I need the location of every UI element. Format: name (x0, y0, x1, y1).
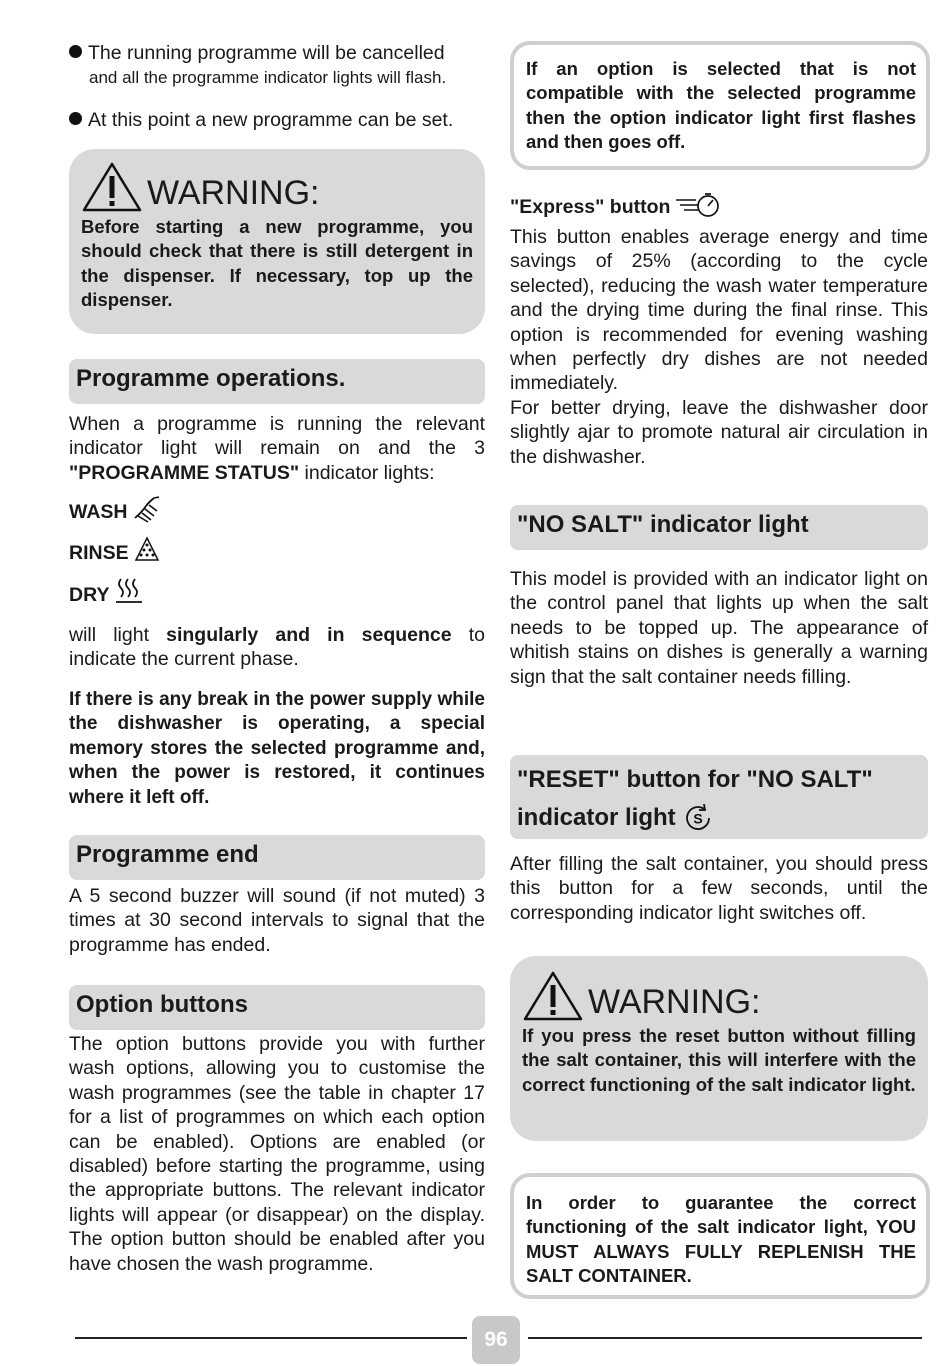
bullet-dot (69, 112, 82, 125)
section-heading-option-buttons: Option buttons (69, 985, 485, 1030)
warning-triangle-icon (81, 161, 143, 213)
power-memory-text: If there is any break in the power supply while the dishwasher is operating, a special memory stores the selected programme and, when the power is restored, it continues where it left off. (69, 689, 485, 808)
warning-body: If you press the reset button without filling the salt container, this will interfere with the correct functioning of the salt indicator light. (522, 1025, 916, 1095)
option-buttons-text: The option buttons provide you with further wash options, allowing you to customise the wash programmes (see the table in chapter 17 for a list of programmes on which each option can be enabled). Options are enabled (or disabled) before starting the programme, using the appropriate buttons. The relevant indicator lights will appear (or disappear) on the display. The option button should be enabled after you have chosen the wash programme. (69, 1033, 485, 1275)
reset-salt-icon (682, 802, 714, 834)
express-button-label: "Express" button (510, 191, 722, 219)
programme-operations-intro: When a programme is running the relevant indicator light will remain on and the 3 "PROGRAMME STATUS" indicator lights: (69, 413, 485, 484)
warning-body: Before starting a new programme, you should check that there is still detergent in the dispenser. If necessary, top up the dispenser. (81, 216, 473, 311)
status-dry: DRY (69, 575, 145, 607)
footer-line-left (75, 1337, 467, 1339)
reset-text: After filling the salt container, you should press this button for a few seconds, until the corresponding indicator light switches off. (510, 853, 928, 924)
section-heading-no-salt: "NO SALT" indicator light (510, 505, 928, 550)
warning-title: WARNING: (522, 970, 916, 1022)
bullet-new-programme: At this point a new programme can be set. (69, 108, 489, 132)
programme-end-text: A 5 second buzzer will sound (if not muted) 3 times at 30 second intervals to signal that the programme has ended. (69, 885, 485, 956)
bullet-programme-cancelled: The running programme will be cancelled and all the programme indicator lights will flash. (69, 41, 489, 90)
note-salt-replenish: In order to guarantee the correct functioning of the salt indicator light, YOU MUST ALWAYS FULLY REPLENISH THE SALT CONTAINER. (510, 1173, 930, 1299)
rinse-icon (133, 535, 161, 565)
bullet-dot (69, 45, 82, 58)
express-icon (674, 191, 722, 219)
status-wash: WASH (69, 494, 162, 524)
warning-box-reset (510, 956, 928, 1141)
express-description: This button enables average energy and time savings of 25% (according to the cycle selected), reducing the wash water temperature and the drying time during the final rinse. This option is recommended for evening washing when perfectly dry dishes are not needed immediately. For better drying, leave the dishwasher door slightly ajar to promote natural air circulation in the dishwasher. (510, 226, 928, 468)
section-heading-programme-operations: Programme operations. (69, 359, 485, 404)
warning-title: WARNING: (81, 161, 473, 213)
no-salt-text: This model is provided with an indicator light on the control panel that lights up when the salt needs to be topped up. The appearance of whitish stains on dishes is generally a warning sign that the salt container needs filling. (510, 568, 928, 688)
warning-box-detergent (69, 149, 485, 334)
section-heading-programme-end: Programme end (69, 835, 485, 880)
wash-icon (132, 494, 162, 524)
page-number: 96 (472, 1316, 520, 1364)
note-option-compatibility: If an option is selected that is not compatible with the selected programme then the option indicator light first flashes and then goes off. (510, 41, 930, 170)
footer-line-right (528, 1337, 922, 1339)
status-rinse: RINSE (69, 535, 161, 565)
warning-triangle-icon (522, 970, 584, 1022)
programme-sequence-text: will light singularly and in sequence to indicate the current phase. (69, 624, 485, 671)
dry-icon (113, 575, 145, 607)
section-heading-reset-button: "RESET" button for "NO SALT" indicator light S (510, 755, 928, 839)
svg-text:S: S (693, 810, 703, 827)
